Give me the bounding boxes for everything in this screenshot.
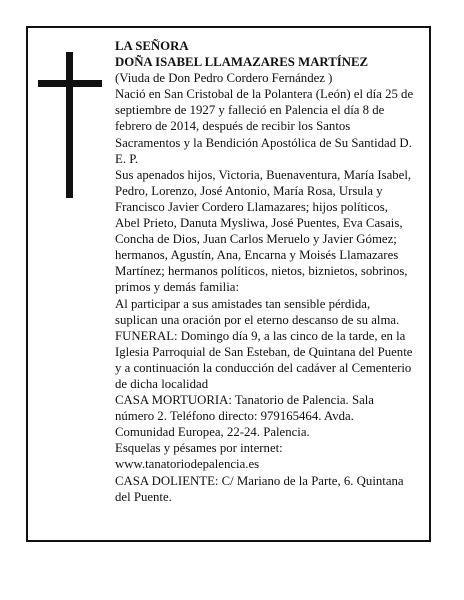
widow-of-text: (Viuda de Don Pedro Cordero Fernández ): [115, 71, 333, 86]
grieving-house-text: CASA DOLIENTE: C/ Mariano de la Parte, 6. Quintana del Puente.: [115, 473, 404, 504]
mortuary-text: CASA MORTUORIA: Tanatorio de Palencia. Sala número 2. Teléfono directo: 979165464. Avda. Comunidad Europea, 22-24. Palencia.: [115, 393, 374, 440]
website-text: www.tanatoriodepalencia.es: [115, 457, 260, 472]
cross-vertical-bar: [66, 52, 73, 198]
family-text: Sus apenados hijos, Victoria, Buenaventura, María Isabel, Pedro, Lorenzo, José Antonio, María Rosa, Ursula y Francisco Javier Cordero Llamazares; hijos políticos, Abel Prieto, Danuta Mysliwa, José Puentes, Eva Casais, Concha de Dios, Juan Carlos Meruelo y Javier Gómez; hermanos, Agustín, Ana, Encarna y Moisés Llamazares Martínez; hermanos políticos, nietos, biznietos, sobrinos, primos y demás familia:: [115, 167, 412, 295]
funeral-text: FUNERAL: Domingo día 9, a las cinco de la tarde, en la Iglesia Parroquial de San Esteban, de Quintana del Puente y a continuación la conducción del cadáver al Cementerio de dicha localidad: [115, 328, 413, 391]
obituary-title: LA SEÑORA: [115, 39, 189, 53]
obituary-content: [115, 38, 415, 505]
biography-text: Nació en San Cristobal de la Polantera (León) el día 25 de septiembre de 1927 y falleció en Palencia el día 8 de febrero de 2014, después de recibir los Santos Sacramentos y la Bendición Apostólica de Su Santidad D. E. P.: [115, 87, 414, 166]
cross-horizontal-bar: [38, 80, 102, 87]
deceased-name: DOÑA ISABEL LLAMAZARES MARTÍNEZ: [115, 55, 369, 70]
request-text: Al participar a sus amistades tan sensible pérdida, suplican una oración por el eterno descanso de su alma.: [115, 296, 400, 327]
internet-label: Esquelas y pésames por internet:: [115, 441, 283, 456]
cross-icon: [38, 52, 102, 202]
